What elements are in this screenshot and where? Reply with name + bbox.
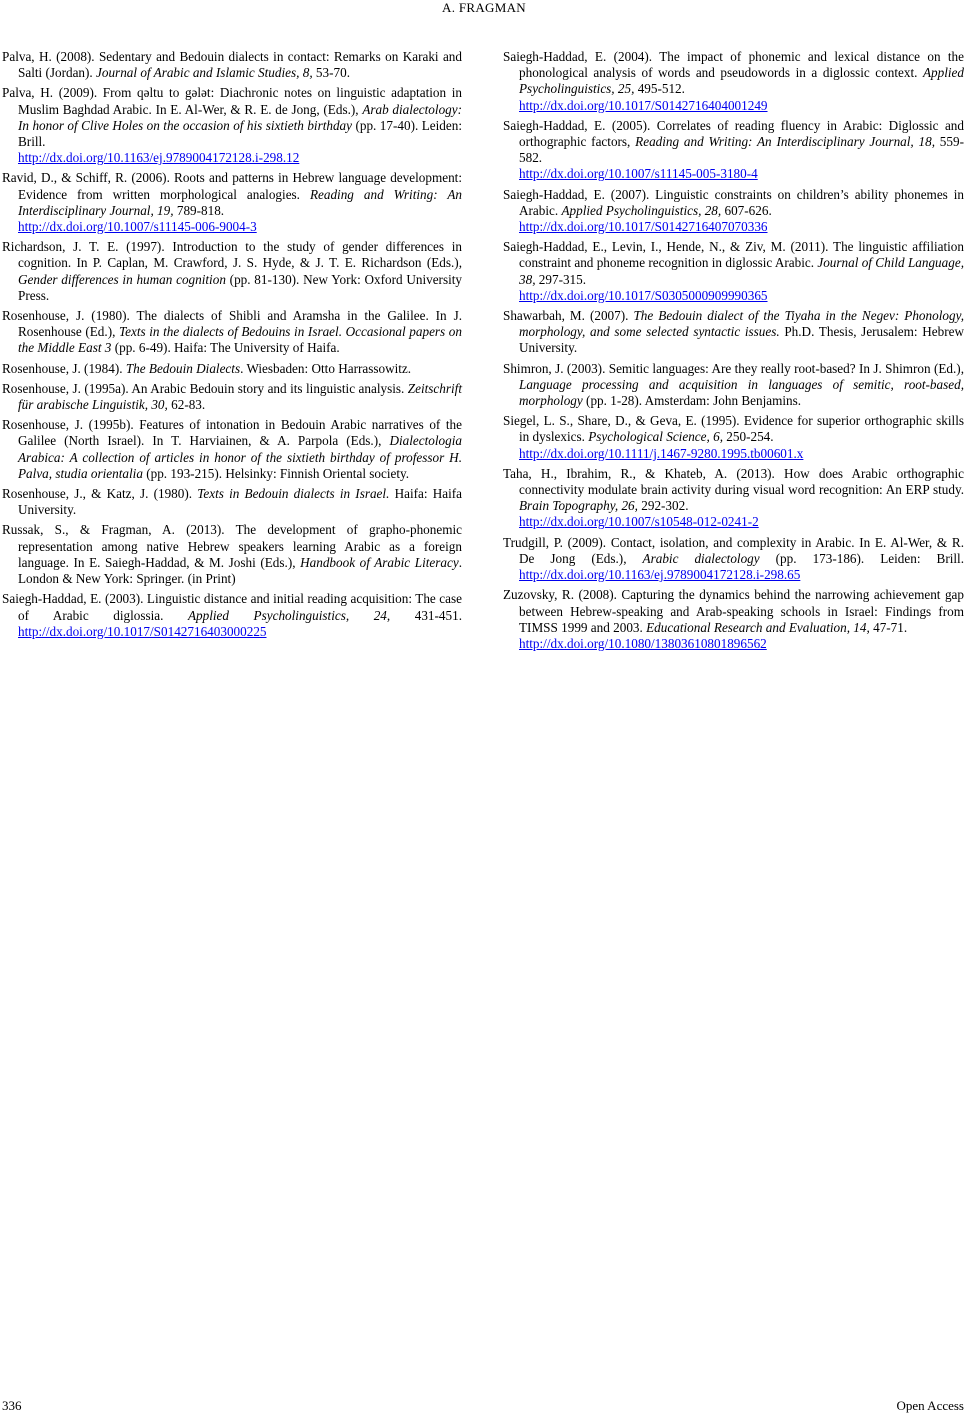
reference-item [503, 308, 964, 357]
reference-text: Rosenhouse, J., & Katz, J. (1980). [2, 486, 198, 502]
reference-source: Brain Topography, 26, [519, 498, 638, 514]
reference-item [2, 361, 462, 377]
reference-text: Richardson, J. T. E. (1997). Introduction to the study of gender differences in cognition. In P. Caplan, M. Crawford, J. S. Hyde, & J. T. E. Richardson (Eds.), [2, 239, 462, 271]
reference-text: Zuzovsky, R. (2008). Capturing the dynamics behind the narrowing achievement gap between Hebrew-speaking and Arab-speaking schools in Israel: Findings from TIMSS 1999 and 2003. [503, 587, 964, 635]
reference-tail: (pp. 173-186). Leiden: Brill. [759, 550, 965, 566]
reference-item [2, 591, 462, 640]
doi-link[interactable]: http://dx.doi.org/10.1080/13803610801896562 [519, 635, 767, 651]
references-right-column [503, 49, 964, 656]
reference-tail: 297-315. [535, 271, 587, 287]
doi-link[interactable]: http://dx.doi.org/10.1163/ej.9789004172128.i-298.12 [18, 150, 300, 166]
reference-tail: (pp. 6-49). Haifa: The University of Haifa. [111, 340, 340, 356]
reference-text: Rosenhouse, J. (1995b). Features of intonation in Bedouin Arabic narratives of the Galilee (North Israel). In T. Harviainen, & A. Parpola (Eds.), [2, 417, 462, 449]
reference-source: Language processing and acquisition in languages of semitic, root-based, morphology [519, 376, 964, 409]
reference-item [2, 381, 462, 413]
doi-link[interactable]: http://dx.doi.org/10.1007/s11145-006-9004-3 [18, 219, 257, 235]
doi-link[interactable]: http://dx.doi.org/10.1017/S0142716403000225 [18, 623, 267, 639]
reference-item [2, 417, 462, 482]
doi-link[interactable]: http://dx.doi.org/10.1017/S0305000909990365 [519, 287, 768, 303]
doi-link[interactable]: http://dx.doi.org/10.1111/j.1467-9280.1995.tb00601.x [519, 445, 804, 461]
reference-source: Applied Psycholinguistics, 25, [519, 65, 964, 97]
reference-item [503, 587, 964, 652]
reference-text: Saiegh-Haddad, E. (2005). Correlates of reading fluency in Arabic: Diglossic and orthographic factors, [503, 117, 964, 150]
reference-text: Saiegh-Haddad, E. (2007). Linguistic constraints on children’s ability phonemes in Arabic. [503, 186, 964, 218]
reference-text: Trudgill, P. (2009). Contact, isolation, and complexity in Arabic. In E. Al-Wer, & R. De Jong (Eds.), [503, 534, 964, 566]
doi-link[interactable]: http://dx.doi.org/10.1017/S0142716404001249 [519, 97, 768, 113]
reference-source: Arab dialectology: In honor of Clive Holes on the occasion of his sixtieth birthday [18, 101, 462, 133]
reference-tail: 62-83. [167, 397, 206, 413]
doi-link[interactable]: http://dx.doi.org/10.1163/ej.9789004172128.i-298.65 [519, 567, 801, 583]
reference-source: Reading and Writing: An Interdisciplinary Journal, 19, [18, 186, 462, 218]
reference-tail: (pp. 81-130). New York: Oxford University Press. [18, 271, 463, 303]
reference-text: Rosenhouse, J. (1984). [2, 360, 126, 376]
doi-link[interactable]: http://dx.doi.org/10.1007/s11145-005-3180-4 [519, 166, 758, 182]
reference-tail: Ph.D. Thesis, Jerusalem: Hebrew University. [519, 324, 964, 356]
reference-source: Texts in the dialects of Bedouins in Israel. Occasional papers on the Middle East 3 [18, 324, 462, 356]
reference-item [503, 118, 964, 183]
reference-source: Zeitschrift für arabische Linguistik, 30, [18, 380, 462, 413]
running-head: A. FRAGMAN [442, 0, 526, 15]
reference-tail: 607-626. [721, 202, 772, 218]
reference-source: Psychological Science, 6, [588, 429, 723, 445]
reference-text: Russak, S., & Fragman, A. (2013). The development of grapho-phonemic representation among native Hebrew speakers learning Arabic as a foreign language. In E. Saiegh-Haddad, & M. Joshi (Eds.), [2, 522, 462, 570]
reference-item [503, 413, 964, 462]
reference-tail: 292-302. [637, 498, 689, 514]
reference-item [2, 49, 462, 81]
reference-text: Saiegh-Haddad, E., Levin, I., Hende, N., & Ziv, M. (2011). The linguistic affiliation constraint and phoneme recognition in diglossic Arabic. [503, 239, 964, 271]
reference-item [503, 466, 964, 531]
reference-tail: (pp. 1-28). Amsterdam: John Benjamins. [582, 393, 802, 409]
reference-tail: 47-71. [869, 619, 908, 635]
reference-text: Saiegh-Haddad, E. (2004). The impact of phonemic and lexical distance on the phonological analysis of words and pseudowords in a diglossic context. [503, 49, 964, 81]
reference-text: Palva, H. (2008). Sedentary and Bedouin dialects in contact: Remarks on Karaki and Salti (Jordan). [2, 49, 462, 81]
reference-text: Siegel, L. S., Share, D., & Geva, E. (1995). Evidence for superior orthographic skills in dyslexics. [503, 413, 964, 445]
doi-link[interactable]: http://dx.doi.org/10.1007/s10548-012-0241-2 [519, 514, 759, 530]
reference-text: Taha, H., Ibrahim, R., & Khateb, A. (2013). How does Arabic orthographic connectivity modulate brain activity during visual word recognition: An ERP study. [503, 465, 964, 498]
reference-item [2, 85, 462, 166]
reference-item [2, 522, 462, 587]
reference-tail: . Wiesbaden: Otto Harrassowitz. [240, 360, 412, 376]
reference-tail: (pp. 193-215). Helsinky: Finnish Oriental society. [142, 465, 410, 481]
reference-tail: 53-70. [312, 65, 350, 81]
reference-tail: Haifa: Haifa University. [18, 486, 462, 518]
reference-item [503, 535, 964, 584]
reference-text: Palva, H. (2009). From qəltu to gələt: Diachronic notes on linguistic adaptation in Muslim Baghdad Arabic. In E. Al-Wer, & R. E. de Jong, (Eds.), [2, 85, 462, 117]
reference-source: Texts in Bedouin dialects in Israel. [197, 486, 390, 502]
reference-item [503, 49, 964, 114]
reference-tail: (pp. 17-40). Leiden: Brill. [18, 117, 463, 150]
reference-item [503, 187, 964, 236]
reference-source: Reading and Writing: An Interdisciplinary Journal, 18, [635, 134, 935, 150]
reference-source: Journal of Arabic and Islamic Studies, 8, [96, 65, 313, 81]
reference-source: The Bedouin Dialects [125, 360, 241, 376]
reference-tail: 431-451. [390, 607, 462, 623]
reference-item [503, 361, 964, 410]
reference-source: Dialectologia Arabica: A collection of articles in honor of the sixtieth birthday of professor H. Palva, studia orientalia [18, 433, 462, 481]
reference-item [2, 308, 462, 357]
reference-tail: 495-512. [634, 81, 685, 97]
doi-link[interactable]: http://dx.doi.org/10.1017/S0142716407070336 [519, 219, 768, 235]
reference-source: Journal of Child Language, 38, [519, 255, 964, 287]
reference-source: The Bedouin dialect of the Tiyaha in the Negev: Phonology, morphology, and some selected syntactic issues. [519, 308, 964, 340]
reference-item [2, 170, 462, 235]
reference-text: Shimron, J. (2003). Semitic languages: Are they really root-based? In J. Shimron (Ed.), [503, 360, 964, 376]
reference-tail: . London & New York: Springer. (in Print) [18, 554, 462, 587]
journal-name: Open Access [896, 1398, 964, 1413]
reference-item [2, 239, 462, 304]
reference-text: Shawarbah, M. (2007). [503, 308, 634, 324]
reference-text: Rosenhouse, J. (1980). The dialects of Shibli and Aramsha in the Galilee. In J. Rosenhouse (Ed.), [2, 308, 462, 340]
page-number: 336 [2, 1398, 22, 1413]
reference-item [2, 486, 462, 518]
reference-source: Arabic dialectology [642, 550, 760, 566]
reference-source: Educational Research and Evaluation, 14, [646, 619, 870, 635]
reference-item [503, 239, 964, 304]
reference-source: Gender differences in human cognition [18, 271, 226, 287]
reference-text: Saiegh-Haddad, E. (2003). Linguistic distance and initial reading acquisition: The case of Arabic diglossia. [2, 591, 462, 623]
reference-source: Handbook of Arabic Literacy [300, 554, 459, 570]
reference-source: Applied Psycholinguistics, 28, [561, 202, 722, 218]
references-left-column [2, 49, 462, 644]
reference-text: Rosenhouse, J. (1995a). An Arabic Bedouin story and its linguistic analysis. [2, 380, 408, 396]
reference-tail: 250-254. [723, 429, 774, 445]
reference-tail: 559-582. [519, 134, 964, 166]
reference-tail: 789-818. [173, 202, 225, 218]
reference-text: Ravid, D., & Schiff, R. (2006). Roots and patterns in Hebrew language development: Evidence from written morphological analogies. [2, 170, 462, 202]
reference-source: Applied Psycholinguistics, 24, [187, 607, 391, 623]
